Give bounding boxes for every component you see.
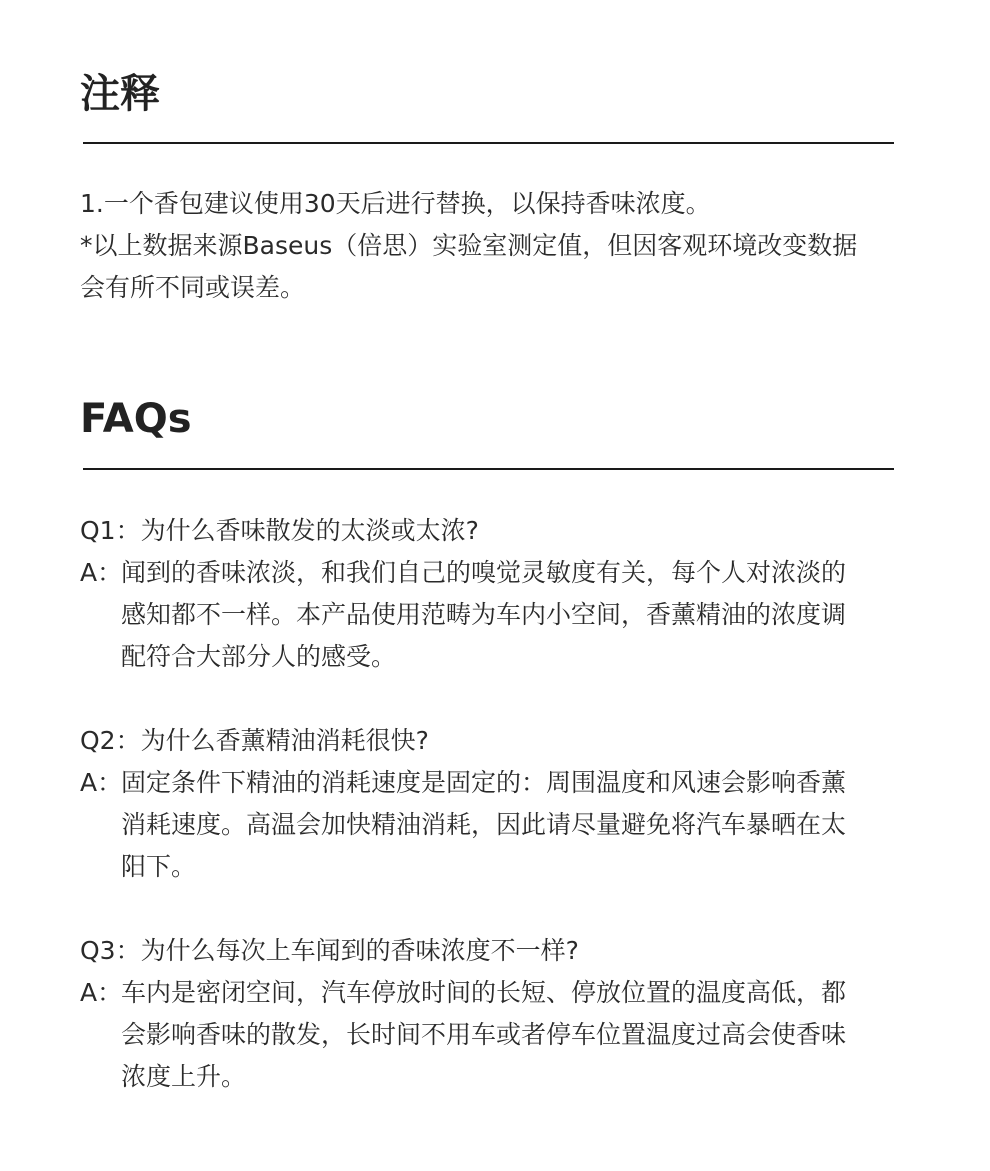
faq-question-row <box>80 930 894 972</box>
faq-divider <box>83 468 894 470</box>
answer-prefix: A： <box>80 978 123 1007</box>
question-prefix: Q1： <box>80 516 141 545</box>
question-text: 为什么每次上车闻到的香味浓度不一样? <box>140 936 579 965</box>
answer-line: 浓度上升。 <box>121 1062 247 1091</box>
answer-prefix: A： <box>80 768 123 797</box>
note-line: 1.一个香包建议使用30天后进行替换，以保持香味浓度。 <box>80 189 711 218</box>
notes-content <box>80 183 857 309</box>
answer-text <box>121 762 894 888</box>
faq-answer-row <box>80 972 894 1098</box>
question-prefix: Q3： <box>80 936 141 965</box>
faq-item-2 <box>80 720 894 888</box>
question-prefix: Q2： <box>80 726 141 755</box>
question-text: 为什么香薰精油消耗很快? <box>140 726 429 755</box>
faq-question-row <box>80 720 894 762</box>
answer-line: 固定条件下精油的消耗速度是固定的：周围温度和风速会影响香薰 <box>121 768 847 797</box>
faq-question-row <box>80 510 894 552</box>
answer-line: 消耗速度。高温会加快精油消耗，因此请尽量避免将汽车暴晒在太 <box>121 810 847 839</box>
answer-text <box>121 552 894 678</box>
answer-line: 阳下。 <box>121 852 197 881</box>
answer-line: 会影响香味的散发，长时间不用车或者停车位置温度过高会使香味 <box>121 1020 847 1049</box>
faq-list <box>80 510 894 1140</box>
notes-divider <box>83 142 894 144</box>
answer-line: 闻到的香味浓淡，和我们自己的嗅觉灵敏度有关，每个人对浓淡的 <box>121 558 847 587</box>
answer-line: 车内是密闭空间，汽车停放时间的长短、停放位置的温度高低，都 <box>121 978 847 1007</box>
note-line: *以上数据来源Baseus（倍思）实验室测定值，但因客观环境改变数据 <box>80 231 858 260</box>
faq-item-3 <box>80 930 894 1098</box>
note-line: 会有所不同或误差。 <box>80 273 306 302</box>
question-text: 为什么香味散发的太淡或太浓? <box>140 516 479 545</box>
faq-heading: FAQs <box>80 396 192 442</box>
faq-answer-row <box>80 552 894 678</box>
notes-heading: 注释 <box>80 71 160 117</box>
answer-prefix: A： <box>80 558 123 587</box>
answer-text <box>121 972 894 1098</box>
faq-item-1 <box>80 510 894 678</box>
answer-line: 配符合大部分人的感受。 <box>121 642 397 671</box>
answer-line: 感知都不一样。本产品使用范畴为车内小空间，香薰精油的浓度调 <box>121 600 847 629</box>
faq-answer-row <box>80 762 894 888</box>
